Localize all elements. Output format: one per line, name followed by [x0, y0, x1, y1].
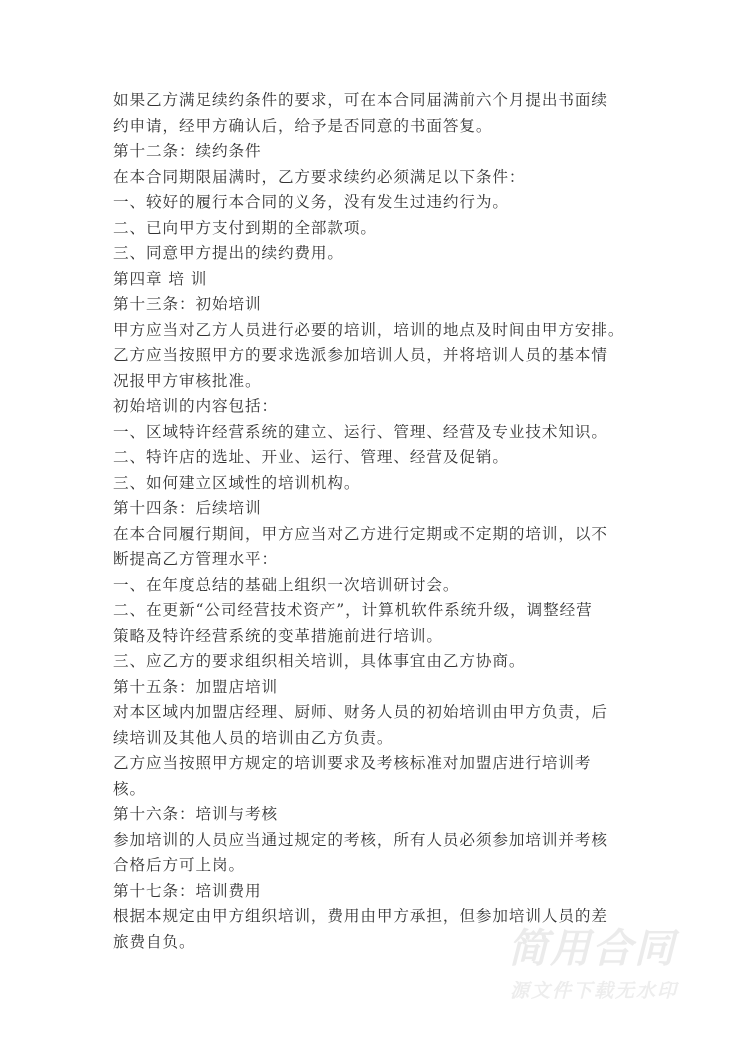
watermark-title: 简用合同	[508, 926, 676, 972]
text-line: 二、已向甲方支付到期的全部款项。	[113, 218, 377, 237]
text-line: 续培训及其他人员的培训由乙方负责。	[113, 728, 394, 747]
text-line: 三、如何建立区域性的培训机构。	[113, 473, 361, 492]
text-line: 在本合同期限届满时，乙方要求续约必须满足以下条件：	[113, 167, 526, 186]
text-line: 在本合同履行期间，甲方应当对乙方进行定期或不定期的培训，以不	[113, 524, 608, 543]
text-line: 断提高乙方管理水平：	[113, 550, 278, 568]
text-line: 二、在更新“公司经营技术资产”，计算机软件系统升级，调整经营	[113, 601, 593, 619]
watermark-subtitle: 源文件下载无水印	[510, 980, 679, 1002]
text-line: 核。	[113, 779, 146, 798]
text-line: 乙方应当按照甲方规定的培训要求及考核标准对加盟店进行培训考	[113, 754, 592, 772]
text-line: 二、特许店的选址、开业、运行、管理、经营及促销。	[113, 448, 509, 466]
text-line: 策略及特许经营系统的变革措施前进行培训。	[113, 626, 443, 645]
text-line: 初始培训的内容包括：	[113, 397, 278, 415]
text-line: 对本区域内加盟店经理、厨师、财务人员的初始培训由甲方负责，后	[113, 703, 608, 721]
text-line: 第十四条：后续培训	[113, 499, 262, 517]
text-line: 第十七条：培训费用	[113, 881, 262, 900]
text-line: 第十二条：续约条件	[113, 142, 262, 160]
text-line: 一、较好的履行本合同的义务，没有发生过违约行为。	[113, 193, 509, 211]
text-line: 约申请，经甲方确认后，给予是否同意的书面答复。	[113, 116, 493, 135]
text-line: 如果乙方满足续约条件的要求，可在本合同届满前六个月提出书面续	[113, 91, 608, 109]
text-line: 一、在年度总结的基础上组织一次培训研讨会。	[113, 575, 460, 594]
text-line: 根据本规定由甲方组织培训，费用由甲方承担，但参加培训人员的差	[113, 907, 608, 925]
text-line: 三、应乙方的要求组织相关培训，具体事宜由乙方协商。	[113, 652, 526, 670]
text-line: 乙方应当按照甲方的要求选派参加培训人员，并将培训人员的基本情	[113, 346, 608, 364]
text-line: 第四章 培 训	[113, 269, 208, 288]
text-line: 第十三条：初始培训	[113, 295, 262, 313]
document-body	[113, 88, 673, 955]
text-line: 况报甲方审核批准。	[113, 371, 262, 390]
text-line: 甲方应当对乙方人员进行必要的培训，培训的地点及时间由甲方安排。	[113, 320, 625, 339]
text-line: 合格后方可上岗。	[113, 856, 245, 874]
text-line: 第十六条：培训与考核	[113, 805, 278, 823]
text-line: 三、同意甲方提出的续约费用。	[113, 244, 344, 262]
text-line: 第十五条：加盟店培训	[113, 677, 278, 696]
text-line: 旅费自负。	[113, 932, 196, 951]
text-line: 一、区域特许经营系统的建立、运行、管理、经营及专业技术知识。	[113, 422, 608, 441]
text-line: 参加培训的人员应当通过规定的考核，所有人员必须参加培训并考核	[113, 830, 608, 849]
